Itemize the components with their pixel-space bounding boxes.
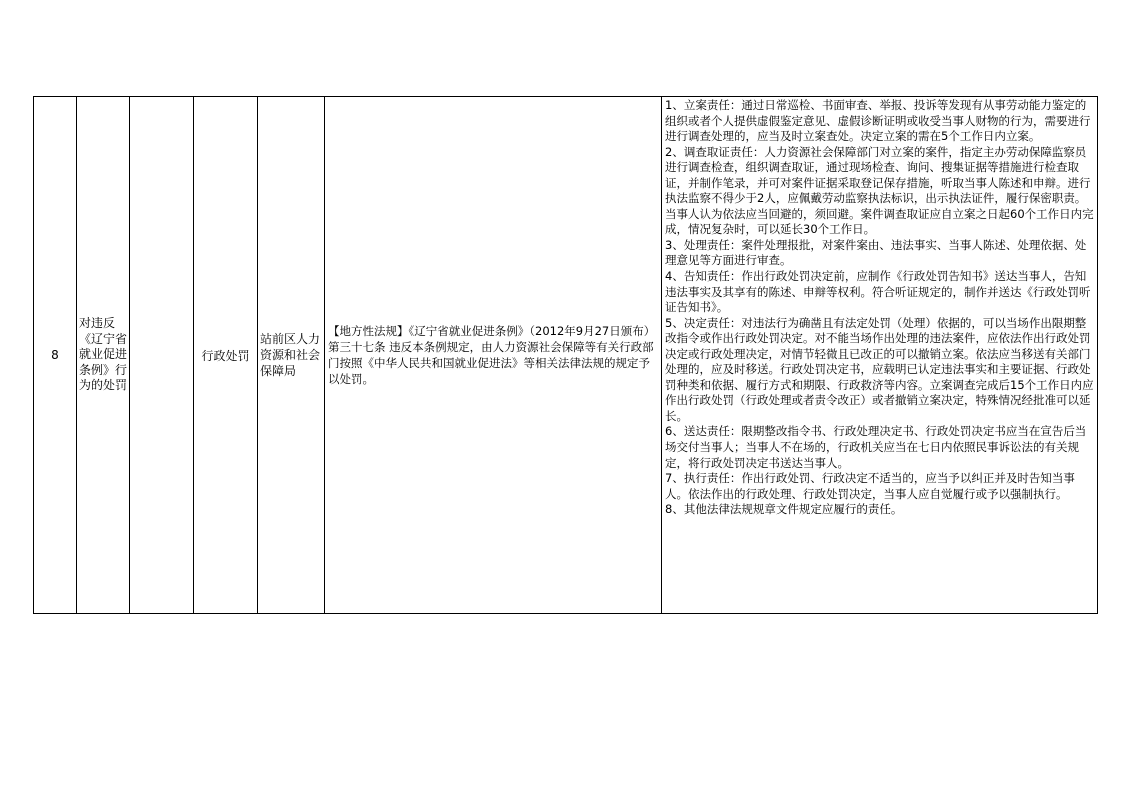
empty-cell bbox=[130, 97, 194, 614]
responsibility-delivery: 6、送达责任：限期整改指令书、行政处理决定书、行政处罚决定书应当在宣告后当场交付当事人；当事人不在场的，行政机关应当在七日内依照民事诉讼法的有关规定，将行政处罚决定书送达当事人。 bbox=[665, 424, 1087, 470]
responsibility-notification: 4、告知责任：作出行政处罚决定前，应制作《行政处罚告知书》送达当事人，告知违法事实及其享有的陈述、申辩等权利。符合听证规定的，制作并送达《行政处罚听证告知书》。 bbox=[665, 269, 1091, 315]
responsibility-table bbox=[33, 96, 1098, 614]
row-number: 8 bbox=[51, 348, 59, 362]
responsibility-decision: 5、决定责任：对违法行为确凿且有法定处罚（处理）依据的，可以当场作出限期整改指令或作出行政处罚决定。对不能当场作出处理的违法案件，应依法作出行政处罚决定或行政处理决定，对情节轻微且已改正的可以撤销立案。依法应当移送有关部门处理的，应及时移送。行政处罚决定书，应载明已认定违法事实和主要证据、行政处罚种类和依据、履行方式和期限、行政救济等内容。立案调查完成后15个工作日内应作出行政处罚（行政处理或者责令改正）或者撤销立案决定，特殊情况经批准可以延长。 bbox=[665, 315, 1094, 423]
legal-basis-title: 【地方性法规】《辽宁省就业促进条例》（2012年9月27日颁布） bbox=[328, 324, 656, 338]
responsibility-other: 8、其他法律法规规章文件规定应履行的责任。 bbox=[665, 502, 903, 517]
item-name: 对违反《辽宁省就业促进条例》行为的处罚 bbox=[79, 316, 128, 393]
responsibilities-cell bbox=[662, 97, 1098, 614]
item-category: 行政处罚 bbox=[201, 348, 250, 363]
responsibilities-list bbox=[665, 98, 1095, 613]
category-cell bbox=[194, 97, 258, 614]
row-number-cell bbox=[34, 97, 77, 614]
responsibility-investigation: 2、调查取证责任：人力资源社会保障部门对立案的案件，指定主办劳动保障监察员进行调查检查，组织调查取证，通过现场检查、询问、搜集证据等措施进行检查取证，并制作笔录，并可对案件证据采取登记保存措施，听取当事人陈述和申辩。进行执法监察不得少于2人，应佩戴劳动监察执法标识，出示执法证件，履行保密职责。当事人认为依法应当回避的，须回避。案件调查取证应自立案之日起60个工作日内完成，情况复杂时，可以延长30个工作日。 bbox=[665, 144, 1094, 237]
department-cell bbox=[258, 97, 325, 614]
department-name: 站前区人力资源和社会保障局 bbox=[260, 332, 321, 378]
item-name-cell bbox=[77, 97, 130, 614]
legal-basis-article: 第三十七条 违反本条例规定，由人力资源社会保障等有关行政部门按照《中华人民共和国就业促进法》等相关法律法规的规定予以处罚。 bbox=[328, 340, 654, 386]
responsibility-filing: 1、立案责任：通过日常巡检、书面审查、举报、投诉等发现有从事劳动能力鉴定的组织或者个人提供虚假鉴定意见、虚假诊断证明或收受当事人财物的行为，需要进行进行调查处理的，应当及时立案查处。决定立案的需在5个工作日内立案。 bbox=[665, 98, 1091, 144]
legal-basis-cell bbox=[325, 97, 662, 614]
responsibility-handling: 3、处理责任：案件处理报批，对案件案由、违法事实、当事人陈述、处理依据、处理意见等方面进行审查。 bbox=[665, 237, 1087, 268]
responsibility-execution: 7、执行责任：作出行政处罚、行政决定不适当的，应当予以纠正并及时告知当事人。依法作出的行政处理、行政处罚决定，当事人应自觉履行或予以强制执行。 bbox=[665, 471, 1075, 501]
table-row bbox=[34, 97, 1098, 614]
